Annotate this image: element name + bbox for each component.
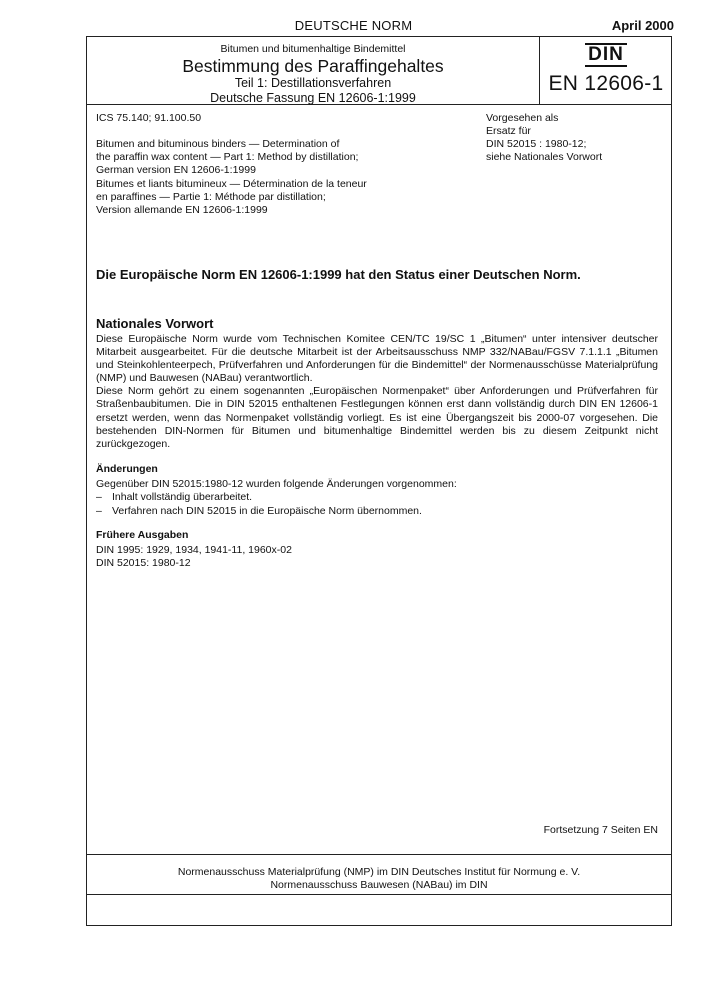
din-logo-icon: DIN — [585, 43, 627, 67]
english-title-line: Bitumen and bituminous binders — Determination of — [96, 138, 340, 150]
document-subtitle: Bitumen und bitumenhaltige Bindemittel — [220, 43, 406, 55]
french-title-line: Version allemande EN 12606-1:1999 — [96, 204, 268, 216]
national-foreword-paragraph: Diese Europäische Norm wurde vom Technischen Komitee CEN/TC 19/SC 1 „Bitumen“ unter intensiver deutscher Mitarbeit ausgearbeitet. Für die deutsche Mitarbeit ist der Arbeitsausschuss NMP 332/NABau/FGSV 7.1.1.1 „Bitumen und Steinkohlenteerpech, Prüfverfahren und Anforderungen für die Bindemittel“ der Normenausschüsse Materialprüfung (NMP) und Bauwesen (NABau) verantwortlich. — [96, 333, 658, 385]
status-statement: Die Europäische Norm EN 12606-1:1999 hat den Status einer Deutschen Norm. — [96, 267, 581, 282]
changes-intro: Gegenüber DIN 52015:1980-12 wurden folgende Änderungen vorgenommen: — [96, 478, 457, 490]
title-block — [87, 37, 539, 104]
standard-number: EN 12606-1 — [548, 72, 664, 95]
issue-date: April 2000 — [611, 18, 674, 33]
previous-edition-line: DIN 52015: 1980-12 — [96, 557, 191, 570]
list-item — [96, 491, 656, 504]
footer-line: Normenausschuss Bauwesen (NABau) im DIN — [270, 879, 488, 892]
english-title-line: the paraffin wax content — Part 1: Method by distillation; — [96, 151, 359, 163]
previous-editions-body — [96, 544, 292, 571]
french-title-line: en paraffines — Partie 1: Méthode par distillation; — [96, 191, 326, 203]
document-version: Deutsche Fassung EN 12606-1:1999 — [210, 91, 416, 105]
footer-line: Normenausschuss Materialprüfung (NMP) im DIN Deutsches Institut für Normung e. V. — [177, 866, 581, 878]
changes-heading: Änderungen — [96, 463, 158, 475]
french-title — [96, 178, 476, 217]
document-part: Teil 1: Destillationsverfahren — [234, 76, 392, 90]
replacement-line: siehe Nationales Vorwort — [486, 151, 603, 163]
changes-body — [96, 478, 656, 518]
replacement-note — [486, 112, 666, 164]
replacement-line: DIN 52015 : 1980-12; — [486, 138, 587, 150]
english-title-line: German version EN 12606-1:1999 — [96, 164, 256, 176]
document-title: Bestimmung des Paraffingehaltes — [182, 56, 444, 76]
list-item-text: Inhalt vollständig überarbeitet. — [112, 491, 253, 504]
footer-divider-top — [86, 854, 672, 855]
previous-editions-heading: Frühere Ausgaben — [96, 529, 189, 541]
national-foreword-paragraph: Diese Norm gehört zu einem sogenannten „Europäischen Normenpaket“ über Anforderungen und Prüfverfahren für Straßenbaubitumen. Die in DIN 52015 enthaltenen Festlegungen können erst dann vollständig durch DIN EN 12606-1 ersetzt werden, wenn das Normenpaket vollständig vorliegt. Es ist eine Übergangszeit bis 2000-07 vorgesehen. Die bestehenden DIN-Normen für Bitumen und bitumenhaltige Bindemittel werden bis zu diesem Zeitpunkt nicht zurückgezogen. — [96, 385, 658, 450]
list-item — [96, 505, 656, 518]
dash-bullet-icon: – — [96, 504, 102, 517]
din-block — [540, 37, 672, 104]
national-foreword-body — [96, 333, 658, 451]
english-title — [96, 138, 476, 177]
footer-publisher — [86, 866, 672, 893]
replacement-line: Ersatz für — [486, 125, 531, 137]
national-foreword-heading: Nationales Vorwort — [96, 316, 214, 331]
french-title-line: Bitumes et liants bitumineux — Détermination de la teneur — [96, 178, 367, 190]
replacement-line: Vorgesehen als — [486, 112, 559, 124]
dash-bullet-icon: – — [96, 491, 102, 504]
footer-divider-bottom — [86, 894, 672, 895]
list-item-text: Verfahren nach DIN 52015 in die Europäische Norm übernommen. — [112, 504, 422, 517]
ics-code: ICS 75.140; 91.100.50 — [96, 112, 202, 124]
previous-edition-line: DIN 1995: 1929, 1934, 1941-11, 1960x-02 — [96, 544, 292, 556]
continuation-note: Fortsetzung 7 Seiten EN — [543, 824, 658, 836]
norm-type-label: DEUTSCHE NORM — [294, 18, 413, 33]
